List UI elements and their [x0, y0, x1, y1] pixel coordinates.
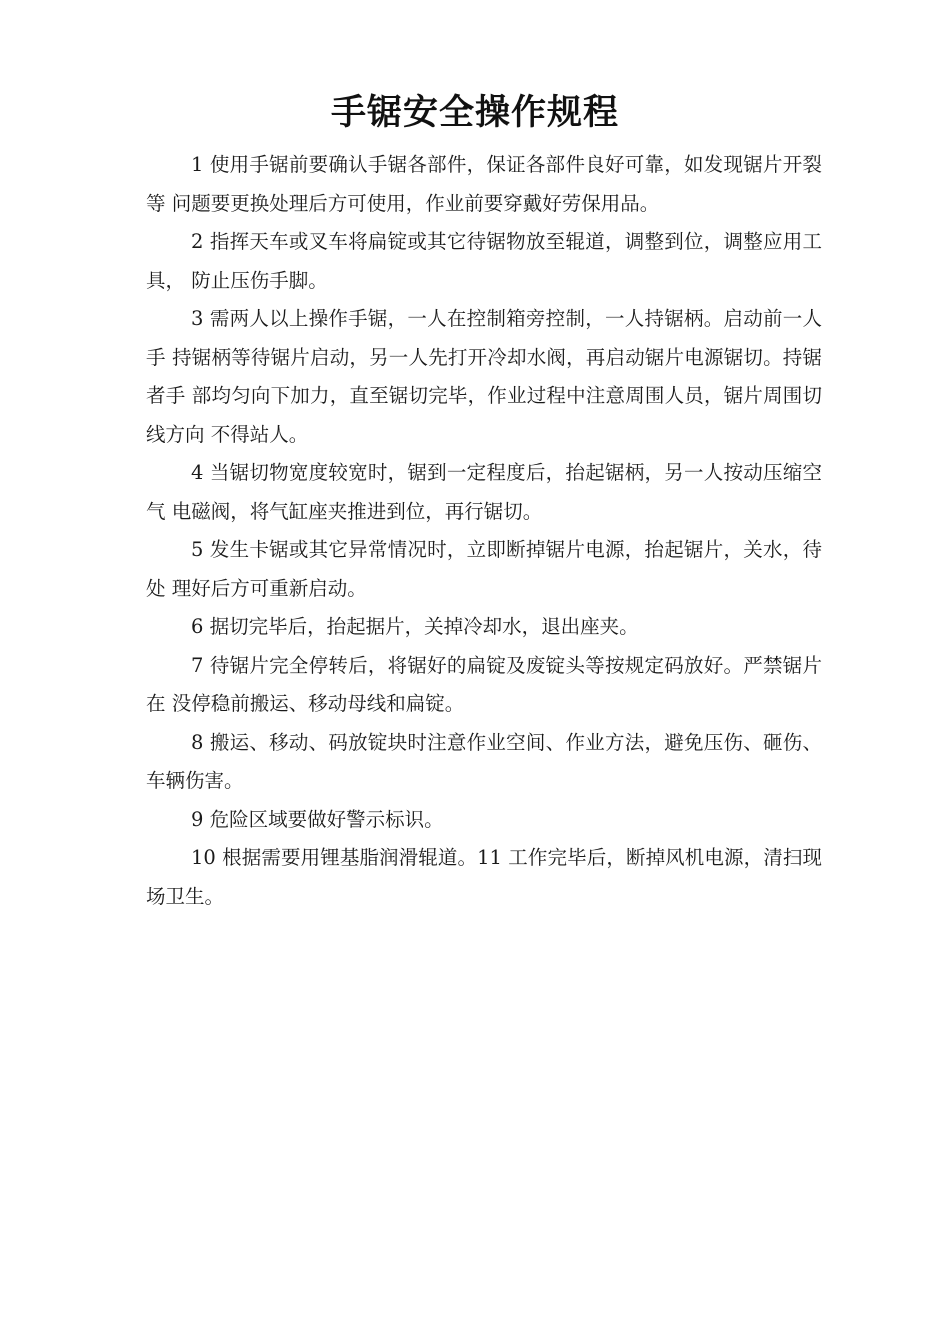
- document-body: [146, 146, 822, 916]
- paragraph-2: 2 指挥天车或叉车将扁锭或其它待锯物放至辊道，调整到位，调整应用工具， 防止压伤手脚。: [146, 230, 822, 292]
- paragraph-1: 1 使用手锯前要确认手锯各部件，保证各部件良好可靠，如发现锯片开裂等 问题要更换处理后方可使用，作业前要穿戴好劳保用品。: [146, 153, 822, 215]
- paragraph-6: 6 据切完毕后，抬起据片，关掉冷却水，退出座夹。: [191, 615, 639, 638]
- paragraph-10: 10 根据需要用锂基脂润滑辊道。11 工作完毕后，断掉风机电源，清扫现场卫生。: [146, 846, 822, 908]
- paragraph-5: 5 发生卡锯或其它异常情况时，立即断掉锯片电源，抬起锯片，关水，待处 理好后方可重新启动。: [146, 538, 822, 600]
- paragraph-4: 4 当锯切物宽度较宽时，锯到一定程度后，抬起锯柄，另一人按动压缩空气 电磁阀，将气缸座夹推进到位，再行锯切。: [146, 461, 822, 523]
- paragraph-3: 3 需两人以上操作手锯，一人在控制箱旁控制，一人持锯柄。启动前一人手 持锯柄等待锯片启动，另一人先打开冷却水阀，再启动锯片电源锯切。持锯者手 部均匀向下加力，直至锯切完毕，作业过程中注意周围人员，锯片周围切线方向 不得站人。: [146, 307, 822, 446]
- paragraph-7: 7 待锯片完全停转后，将锯好的扁锭及废锭头等按规定码放好。严禁锯片在 没停稳前搬运、移动母线和扁锭。: [146, 653, 822, 715]
- paragraph-8: 8 搬运、移动、码放锭块时注意作业空间、作业方法，避免压伤、砸伤、车辆伤害。: [146, 730, 822, 792]
- document-title: 手锯安全操作规程: [330, 93, 619, 133]
- paragraph-9: 9 危险区域要做好警示标识。: [191, 807, 444, 831]
